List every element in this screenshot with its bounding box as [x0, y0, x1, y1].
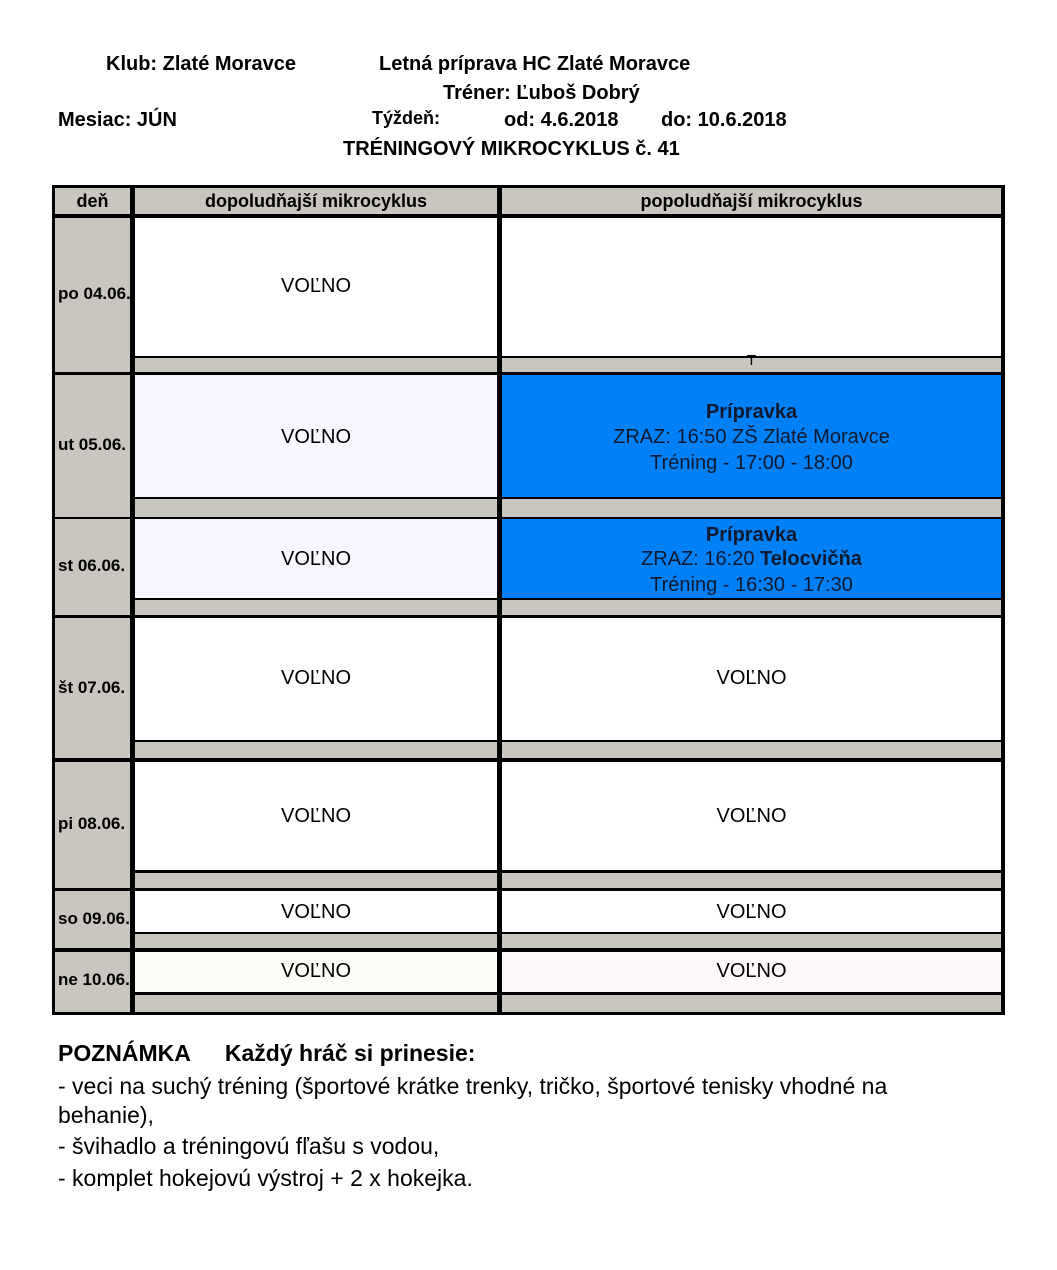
week-label: Týždeň: — [372, 108, 441, 128]
training-meet — [502, 548, 1001, 571]
date-from: od: 4.6.2018 — [504, 109, 619, 131]
day-cell — [55, 519, 130, 615]
morning-text: VOĽNO — [280, 960, 352, 982]
row-spacer — [502, 873, 1001, 888]
note-label: POZNÁMKA — [58, 1040, 191, 1066]
day-cell — [55, 952, 130, 1012]
morning-text: VOĽNO — [280, 667, 352, 689]
afternoon-cell — [502, 618, 1001, 740]
row-spacer — [135, 873, 497, 888]
row-spacer — [135, 600, 497, 615]
row-spacer — [135, 742, 497, 758]
afternoon-text: VOĽNO — [716, 901, 787, 923]
training-meet-time: ZRAZ: 16:20 — [641, 548, 761, 570]
day-cell — [55, 375, 130, 517]
training-meet-place: Telocvičňa — [760, 548, 862, 570]
row-spacer — [502, 934, 1001, 948]
morning-cell — [135, 375, 497, 497]
afternoon-text: VOĽNO — [716, 805, 787, 827]
day-cell — [55, 762, 130, 888]
morning-text: VOĽNO — [280, 426, 352, 448]
training-block — [502, 519, 1001, 598]
afternoon-cell — [502, 218, 1001, 356]
text-cursor: T — [746, 352, 757, 369]
day-label: so 09.06. — [58, 909, 130, 928]
day-label: pi 08.06. — [58, 814, 126, 833]
row-spacer — [135, 499, 497, 517]
note-line: behanie), — [58, 1102, 154, 1128]
row-spacer — [135, 995, 497, 1012]
morning-text: VOĽNO — [280, 805, 352, 827]
row-spacer — [502, 499, 1001, 517]
afternoon-text: VOĽNO — [716, 667, 787, 689]
row-spacer — [502, 995, 1001, 1012]
training-title: Prípravka — [705, 401, 798, 423]
note-heading: Každý hráč si prinesie: — [224, 1040, 476, 1066]
afternoon-cell — [502, 762, 1001, 870]
day-label: ut 05.06. — [58, 435, 127, 454]
schedule-table — [52, 185, 1005, 1015]
morning-cell — [135, 218, 497, 356]
morning-cell — [135, 952, 497, 992]
day-label: ne 10.06. — [58, 970, 130, 989]
row-spacer — [502, 600, 1001, 615]
morning-text: VOĽNO — [280, 275, 352, 297]
month-label: Mesiac: JÚN — [58, 109, 177, 131]
note-line: - švihadlo a tréningovú fľašu s vodou, — [58, 1133, 440, 1159]
morning-text: VOĽNO — [280, 901, 352, 923]
afternoon-cell — [502, 891, 1001, 932]
document-title: Letná príprava HC Zlaté Moravce — [379, 53, 691, 75]
coach-label: Tréner: Ľuboš Dobrý — [443, 82, 640, 104]
date-to: do: 10.6.2018 — [661, 109, 787, 131]
training-meet: ZRAZ: 16:50 ZŠ Zlaté Moravce — [613, 426, 890, 448]
note-line: - veci na suchý tréning (športové krátke trenky, tričko, športové tenisky vhodné na — [58, 1073, 888, 1099]
club-label: Klub: Zlaté Moravce — [106, 53, 297, 75]
row-spacer — [135, 358, 497, 372]
day-label: st 06.06. — [58, 556, 126, 575]
note-header — [58, 1040, 475, 1067]
day-label: po 04.06. — [58, 284, 131, 303]
row-spacer — [502, 742, 1001, 758]
column-header-afternoon: popoludňajší mikrocyklus — [502, 188, 1001, 214]
day-label: št 07.06. — [58, 678, 126, 697]
morning-text: VOĽNO — [280, 548, 352, 570]
afternoon-text: VOĽNO — [716, 960, 787, 982]
row-spacer — [135, 934, 497, 948]
morning-cell — [135, 891, 497, 932]
column-header-day: deň — [55, 188, 130, 214]
cycle-title: TRÉNINGOVÝ MIKROCYKLUS č. 41 — [343, 138, 680, 160]
morning-cell — [135, 618, 497, 740]
day-cell — [55, 218, 130, 372]
training-time: Tréning - 17:00 - 18:00 — [650, 452, 853, 474]
note-line: - komplet hokejovú výstroj + 2 x hokejka. — [58, 1165, 473, 1191]
training-block — [502, 375, 1001, 497]
day-cell — [55, 618, 130, 758]
row-spacer — [502, 352, 1001, 372]
column-header-morning: dopoludňajší mikrocyklus — [135, 188, 497, 214]
morning-cell — [135, 762, 497, 870]
training-title: Prípravka — [705, 524, 798, 546]
training-time: Tréning - 16:30 - 17:30 — [650, 574, 853, 596]
morning-cell — [135, 519, 497, 598]
day-cell — [55, 891, 130, 948]
afternoon-cell — [502, 952, 1001, 992]
